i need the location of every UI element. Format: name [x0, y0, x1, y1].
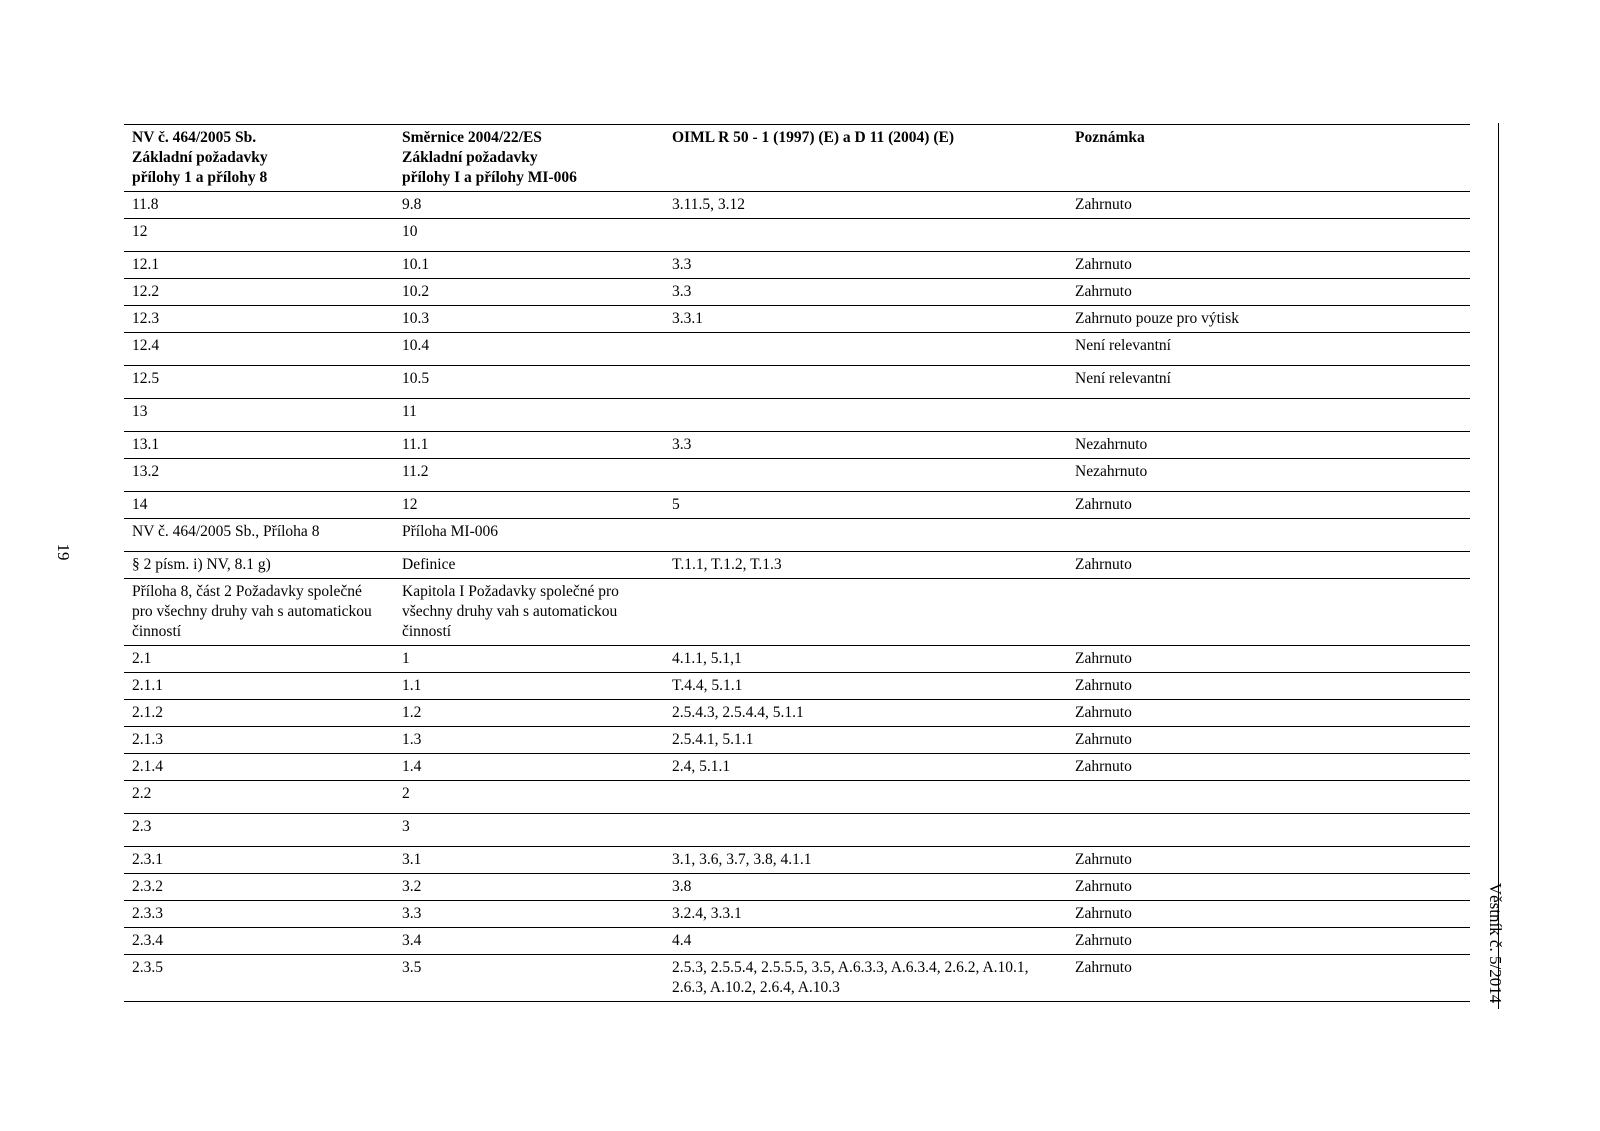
cell-directive: 11 — [394, 399, 664, 432]
cell-oiml — [664, 814, 1067, 847]
cell-oiml: T.1.1, T.1.2, T.1.3 — [664, 552, 1067, 579]
cell-directive: 12 — [394, 492, 664, 519]
cell-nv: 2.3.4 — [124, 928, 394, 955]
cell-nv: 2.2 — [124, 781, 394, 814]
cell-oiml: 3.3 — [664, 252, 1067, 279]
table-row — [124, 192, 1470, 219]
table-row — [124, 754, 1470, 781]
cell-oiml: 2.5.4.3, 2.5.4.4, 5.1.1 — [664, 700, 1067, 727]
cell-oiml: 3.2.4, 3.3.1 — [664, 901, 1067, 928]
cell-oiml: 3.11.5, 3.12 — [664, 192, 1067, 219]
cell-oiml — [664, 519, 1067, 552]
cell-note: Zahrnuto — [1067, 700, 1470, 727]
cell-oiml — [664, 366, 1067, 399]
cell-oiml: 5 — [664, 492, 1067, 519]
table-row — [124, 399, 1470, 432]
cell-note — [1067, 781, 1470, 814]
cell-directive: 10.2 — [394, 279, 664, 306]
cell-oiml: 4.1.1, 5.1,1 — [664, 646, 1067, 673]
header-directive — [394, 125, 664, 192]
cell-note: Zahrnuto pouze pro výtisk — [1067, 306, 1470, 333]
cell-nv: Příloha 8, část 2 Požadavky společné pro všechny druhy vah s automatickou činností — [124, 579, 394, 646]
header-nv-line: NV č. 464/2005 Sb. — [132, 129, 257, 146]
cell-note: Zahrnuto — [1067, 955, 1470, 1002]
header-row — [124, 125, 1470, 192]
table-row — [124, 814, 1470, 847]
correspondence-table — [124, 124, 1470, 1002]
cell-note — [1067, 219, 1470, 252]
header-oiml — [664, 125, 1067, 192]
cell-note: Zahrnuto — [1067, 901, 1470, 928]
cell-oiml: 3.3.1 — [664, 306, 1067, 333]
cell-nv: 13.1 — [124, 432, 394, 459]
cell-directive: 2 — [394, 781, 664, 814]
cell-nv: 2.1.1 — [124, 673, 394, 700]
table-row — [124, 579, 1470, 646]
cell-note: Zahrnuto — [1067, 552, 1470, 579]
cell-note: Zahrnuto — [1067, 192, 1470, 219]
cell-note: Zahrnuto — [1067, 754, 1470, 781]
header-note-line: Poznámka — [1075, 129, 1145, 146]
cell-nv: 2.1.3 — [124, 727, 394, 754]
cell-oiml: 3.3 — [664, 432, 1067, 459]
cell-nv: 12.5 — [124, 366, 394, 399]
cell-note: Zahrnuto — [1067, 874, 1470, 901]
header-directive-line: přílohy I a přílohy MI-006 — [402, 169, 577, 186]
cell-directive: 1.1 — [394, 673, 664, 700]
table-row — [124, 901, 1470, 928]
cell-note: Není relevantní — [1067, 333, 1470, 366]
cell-oiml: 4.4 — [664, 928, 1067, 955]
cell-note — [1067, 579, 1470, 646]
cell-note: Zahrnuto — [1067, 492, 1470, 519]
cell-nv: 2.1.4 — [124, 754, 394, 781]
cell-directive: 3.3 — [394, 901, 664, 928]
cell-directive: 10.3 — [394, 306, 664, 333]
cell-directive: 1.3 — [394, 727, 664, 754]
cell-note: Zahrnuto — [1067, 646, 1470, 673]
cell-directive: 3 — [394, 814, 664, 847]
cell-note: Zahrnuto — [1067, 928, 1470, 955]
table-row — [124, 727, 1470, 754]
cell-directive: 1.2 — [394, 700, 664, 727]
table-row — [124, 646, 1470, 673]
cell-nv: 12.1 — [124, 252, 394, 279]
header-note — [1067, 125, 1470, 192]
cell-directive: 11.1 — [394, 432, 664, 459]
table-row — [124, 874, 1470, 901]
cell-directive: 1.4 — [394, 754, 664, 781]
cell-nv: 2.1.2 — [124, 700, 394, 727]
cell-note: Zahrnuto — [1067, 279, 1470, 306]
header-nv — [124, 125, 394, 192]
cell-note — [1067, 814, 1470, 847]
table-row — [124, 552, 1470, 579]
cell-nv: 2.3.3 — [124, 901, 394, 928]
cell-directive: 3.2 — [394, 874, 664, 901]
journal-label: Věstník č. 5/2014 — [1486, 882, 1505, 1004]
header-directive-line: Směrnice 2004/22/ES — [402, 129, 542, 146]
table-row — [124, 700, 1470, 727]
cell-directive: 11.2 — [394, 459, 664, 492]
table-row — [124, 432, 1470, 459]
cell-oiml: 3.8 — [664, 874, 1067, 901]
cell-nv: 2.3.5 — [124, 955, 394, 1002]
cell-directive: Kapitola I Požadavky společné pro všechny druhy vah s automatickou činností — [394, 579, 664, 646]
header-nv-line: přílohy 1 a přílohy 8 — [132, 169, 268, 186]
cell-oiml: 3.3 — [664, 279, 1067, 306]
cell-directive: 10 — [394, 219, 664, 252]
header-directive-line: Základní požadavky — [402, 149, 538, 166]
cell-nv: 13.2 — [124, 459, 394, 492]
table-row — [124, 673, 1470, 700]
cell-nv: 2.1 — [124, 646, 394, 673]
table-row — [124, 847, 1470, 874]
cell-nv: 14 — [124, 492, 394, 519]
cell-directive: 10.5 — [394, 366, 664, 399]
table-row — [124, 928, 1470, 955]
cell-directive: 10.4 — [394, 333, 664, 366]
cell-nv: 2.3.1 — [124, 847, 394, 874]
cell-nv: 12.2 — [124, 279, 394, 306]
cell-directive: 1 — [394, 646, 664, 673]
cell-note: Zahrnuto — [1067, 673, 1470, 700]
cell-note: Zahrnuto — [1067, 847, 1470, 874]
cell-nv: 12.4 — [124, 333, 394, 366]
table-row — [124, 492, 1470, 519]
correspondence-table-container — [124, 124, 1470, 1002]
table-row — [124, 955, 1470, 1002]
table-row — [124, 306, 1470, 333]
cell-oiml: T.4.4, 5.1.1 — [664, 673, 1067, 700]
page-number: 19 — [54, 543, 73, 561]
cell-directive: 3.1 — [394, 847, 664, 874]
cell-oiml: 2.4, 5.1.1 — [664, 754, 1067, 781]
cell-nv: NV č. 464/2005 Sb., Příloha 8 — [124, 519, 394, 552]
cell-directive: 3.4 — [394, 928, 664, 955]
cell-oiml — [664, 459, 1067, 492]
header-oiml-line: OIML R 50 - 1 (1997) (E) a D 11 (2004) (E) — [672, 129, 954, 146]
table-header — [124, 125, 1470, 192]
cell-directive: Příloha MI-006 — [394, 519, 664, 552]
cell-nv: 12.3 — [124, 306, 394, 333]
cell-note: Nezahrnuto — [1067, 432, 1470, 459]
header-nv-line: Základní požadavky — [132, 149, 268, 166]
cell-directive: 10.1 — [394, 252, 664, 279]
cell-oiml — [664, 579, 1067, 646]
table-row — [124, 219, 1470, 252]
cell-oiml — [664, 219, 1067, 252]
cell-nv: 13 — [124, 399, 394, 432]
table-row — [124, 333, 1470, 366]
table-body — [124, 192, 1470, 1002]
cell-note: Nezahrnuto — [1067, 459, 1470, 492]
cell-nv: 12 — [124, 219, 394, 252]
table-row — [124, 519, 1470, 552]
cell-nv: 11.8 — [124, 192, 394, 219]
table-row — [124, 366, 1470, 399]
cell-note — [1067, 399, 1470, 432]
cell-directive: 9.8 — [394, 192, 664, 219]
cell-note: Zahrnuto — [1067, 252, 1470, 279]
cell-note: Zahrnuto — [1067, 727, 1470, 754]
cell-directive: Definice — [394, 552, 664, 579]
cell-nv: 2.3 — [124, 814, 394, 847]
table-row — [124, 459, 1470, 492]
cell-oiml: 3.1, 3.6, 3.7, 3.8, 4.1.1 — [664, 847, 1067, 874]
cell-note — [1067, 519, 1470, 552]
cell-note: Není relevantní — [1067, 366, 1470, 399]
table-row — [124, 279, 1470, 306]
table-row — [124, 781, 1470, 814]
cell-oiml — [664, 333, 1067, 366]
cell-oiml: 2.5.3, 2.5.5.4, 2.5.5.5, 3.5, A.6.3.3, A.6.3.4, 2.6.2, A.10.1, 2.6.3, A.10.2, 2.6.4, A.10.3 — [664, 955, 1067, 1002]
cell-nv: § 2 písm. i) NV, 8.1 g) — [124, 552, 394, 579]
cell-directive: 3.5 — [394, 955, 664, 1002]
cell-oiml — [664, 781, 1067, 814]
cell-nv: 2.3.2 — [124, 874, 394, 901]
table-row — [124, 252, 1470, 279]
cell-oiml: 2.5.4.1, 5.1.1 — [664, 727, 1067, 754]
cell-oiml — [664, 399, 1067, 432]
